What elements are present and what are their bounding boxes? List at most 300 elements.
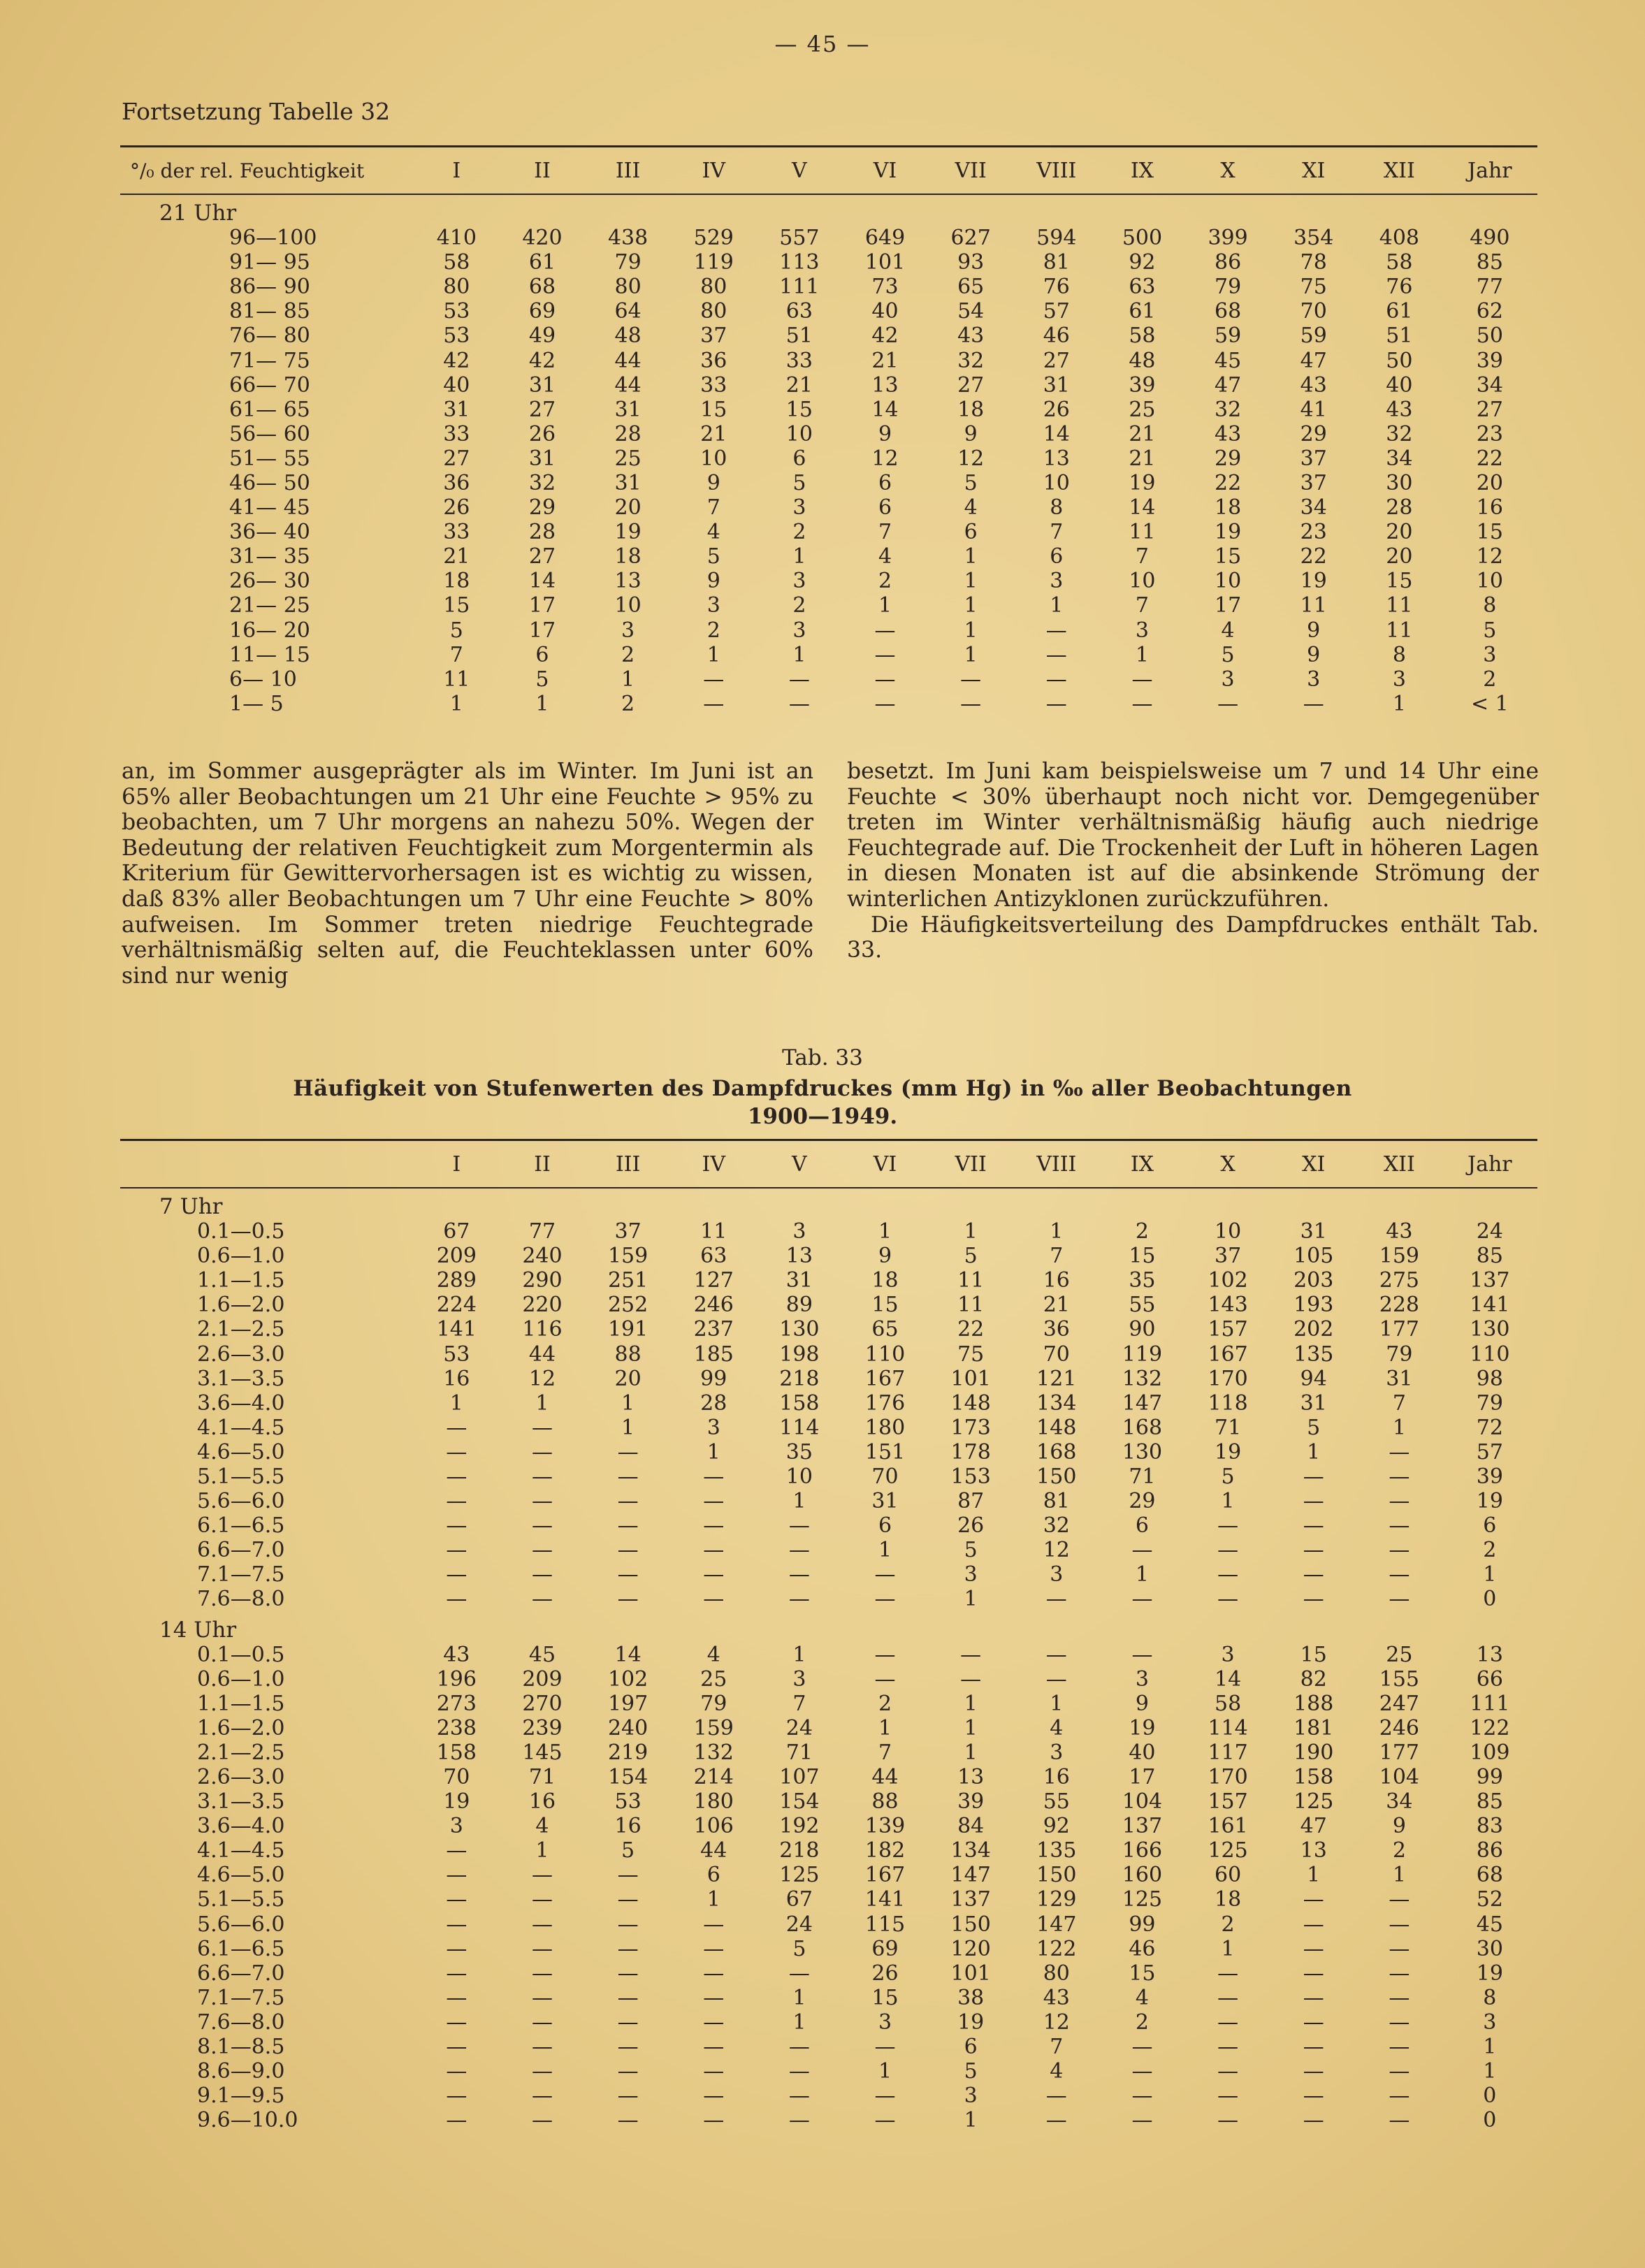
table-cell: —: [1303, 1887, 1324, 1912]
table-cell: 12: [1043, 1538, 1070, 1563]
table-cell: —: [703, 1985, 725, 2010]
table-cell: —: [788, 1562, 810, 1587]
table-cell: 1: [878, 2059, 892, 2084]
table-cell: —: [703, 667, 725, 692]
table-cell: 79: [700, 1691, 727, 1716]
row-label: 0.1—0.5: [197, 1219, 285, 1244]
table-cell: 5: [1483, 618, 1497, 643]
table-cell: —: [1217, 2084, 1239, 2109]
table-cell: 19: [614, 520, 642, 545]
table-cell: 1: [792, 642, 806, 667]
table-cell: 99: [700, 1366, 727, 1391]
table-cell: 104: [1379, 1765, 1419, 1790]
table-cell: 150: [950, 1912, 991, 1937]
column-header: IX: [1099, 147, 1185, 195]
table-cell: 80: [700, 299, 727, 324]
table-cell: —: [703, 691, 725, 716]
table-cell: —: [1303, 691, 1324, 716]
table-cell: 13: [1300, 1838, 1327, 1863]
table-cell: —: [531, 1489, 553, 1514]
table-cell: 80: [614, 275, 642, 300]
row-label: 31— 35: [229, 544, 310, 569]
table-cell: 122: [1470, 1715, 1510, 1740]
table-cell: —: [1131, 1538, 1153, 1563]
table-row: [120, 1716, 1537, 1740]
table-cell: 219: [607, 1740, 648, 1765]
table-cell: 32: [1386, 421, 1413, 446]
table-cell: 6: [1050, 544, 1064, 569]
table-cell: 26: [443, 495, 470, 521]
table-cell: 247: [1379, 1691, 1419, 1716]
table-row: [120, 1317, 1537, 1342]
table-cell: 49: [528, 324, 556, 349]
row-label: 1.6—2.0: [197, 1293, 285, 1318]
table-cell: 63: [1129, 275, 1156, 300]
table-cell: 34: [1476, 372, 1503, 398]
row-label: 8.1—8.5: [197, 2035, 285, 2060]
table-cell: 1: [1135, 642, 1149, 667]
table-cell: —: [1389, 2059, 1410, 2084]
row-label: 4.1—4.5: [197, 1838, 285, 1863]
table-cell: 132: [693, 1740, 734, 1765]
table-cell: 147: [950, 1863, 991, 1888]
table-cell: 35: [785, 1439, 813, 1464]
table-cell: 22: [1214, 470, 1242, 495]
table-cell: 134: [1036, 1390, 1077, 1416]
table-row: [120, 226, 1537, 250]
table-cell: 42: [443, 348, 470, 373]
table-cell: —: [1389, 1936, 1410, 1961]
table-cell: 87: [957, 1489, 985, 1514]
column-header: I: [414, 147, 500, 195]
table-cell: —: [617, 2035, 639, 2060]
table-cell: 490: [1470, 226, 1510, 251]
row-label: 6.1—6.5: [197, 1513, 285, 1539]
table-row: [120, 1367, 1537, 1391]
table-cell: 21: [1129, 421, 1156, 446]
table-row: [120, 1244, 1537, 1268]
table-cell: 160: [1122, 1863, 1163, 1888]
table-cell: 53: [443, 299, 470, 324]
table-cell: —: [1217, 2108, 1239, 2133]
table-cell: 145: [522, 1740, 563, 1765]
table-cell: 110: [864, 1342, 906, 1367]
table-33-title: Häufigkeit von Stufenwerten des Dampfdruckes (mm Hg) in ‰ aller Beobachtungen: [293, 1076, 1352, 1101]
table-cell: 26: [1043, 397, 1070, 422]
table-cell: 80: [443, 275, 470, 300]
table-cell: —: [874, 618, 896, 643]
continuation-title: Fortsetzung Tabelle 32: [122, 98, 391, 125]
table-cell: 9: [706, 470, 720, 495]
table-cell: 1: [706, 1439, 720, 1464]
table-cell: —: [617, 2108, 639, 2133]
table-row: [120, 667, 1537, 692]
table-cell: 0: [1483, 1587, 1497, 1612]
table-cell: 18: [871, 1268, 899, 1293]
table-cell: 104: [1122, 1789, 1163, 1815]
table-cell: —: [1045, 2108, 1067, 2133]
table-cell: 15: [700, 397, 727, 422]
table-cell: 80: [700, 275, 727, 300]
table-cell: 20: [1386, 544, 1413, 569]
table-cell: —: [874, 1666, 896, 1692]
table-cell: —: [617, 1439, 639, 1464]
table-cell: 17: [528, 593, 556, 618]
table-cell: 6: [1483, 1513, 1497, 1539]
table-cell: 55: [1129, 1293, 1156, 1318]
table-cell: 28: [1386, 495, 1413, 521]
table-cell: 3: [1221, 667, 1235, 692]
table-cell: —: [703, 2084, 725, 2109]
table-cell: —: [1303, 1912, 1324, 1937]
table-cell: —: [703, 1513, 725, 1539]
table-cell: 178: [950, 1439, 991, 1464]
table-cell: 12: [528, 1366, 556, 1391]
table-cell: 25: [700, 1666, 727, 1692]
table-cell: 1: [535, 1390, 549, 1416]
row-label: 5.6—6.0: [197, 1912, 285, 1937]
table-cell: 1: [964, 2108, 978, 2133]
table-cell: 35: [1129, 1268, 1156, 1293]
row-label: 56— 60: [229, 421, 310, 446]
table-cell: 198: [779, 1342, 820, 1367]
table-32: [120, 145, 1537, 716]
table-cell: 58: [1214, 1691, 1242, 1716]
table-cell: 118: [1208, 1390, 1248, 1416]
table-cell: 13: [614, 569, 642, 594]
table-cell: 19: [1476, 1961, 1503, 1986]
table-cell: 3: [1307, 667, 1321, 692]
table-cell: 2: [792, 593, 806, 618]
table-cell: 1: [621, 1390, 635, 1416]
table-cell: 33: [443, 421, 470, 446]
table-cell: —: [703, 1912, 725, 1937]
table-cell: 31: [1043, 372, 1070, 398]
table-cell: 50: [1386, 348, 1413, 373]
column-header: V: [757, 147, 843, 195]
table-cell: 135: [1293, 1342, 1334, 1367]
row-label: 86— 90: [229, 275, 310, 300]
table-cell: —: [1045, 667, 1067, 692]
table-cell: 8: [1483, 1985, 1497, 2010]
table-cell: 30: [1476, 1936, 1503, 1961]
table-cell: 88: [871, 1789, 899, 1815]
table-cell: 43: [443, 1642, 470, 1667]
row-label: 91— 95: [229, 250, 310, 275]
table-cell: —: [1389, 2108, 1410, 2133]
column-header: VII: [928, 147, 1014, 195]
table-cell: —: [703, 2059, 725, 2084]
table-cell: 16: [1043, 1268, 1070, 1293]
table-cell: 48: [614, 324, 642, 349]
column-header: Jahr: [1442, 147, 1537, 195]
table-cell: 4: [878, 544, 892, 569]
table-cell: 1: [1307, 1863, 1321, 1888]
table-cell: 1: [878, 593, 892, 618]
table-cell: 78: [1300, 250, 1327, 275]
table-cell: 18: [443, 569, 470, 594]
table-cell: 40: [443, 372, 470, 398]
table-cell: 5: [964, 1244, 978, 1269]
table-cell: —: [446, 1513, 468, 1539]
table-cell: —: [446, 1887, 468, 1912]
table-cell: 13: [871, 372, 899, 398]
table-cell: 12: [1476, 544, 1503, 569]
table-cell: 1: [706, 1887, 720, 1912]
table-cell: 75: [957, 1342, 985, 1367]
table-cell: 89: [785, 1293, 813, 1318]
table-cell: —: [1303, 1464, 1324, 1489]
table-cell: 63: [700, 1244, 727, 1269]
table-cell: 9: [1307, 618, 1321, 643]
table-cell: 290: [522, 1268, 563, 1293]
table-cell: 246: [1379, 1715, 1419, 1740]
table-cell: 21: [443, 544, 470, 569]
table-row: [120, 1912, 1537, 1937]
table-cell: —: [446, 2108, 468, 2133]
table-cell: 3: [1483, 642, 1497, 667]
table-cell: 47: [1214, 372, 1242, 398]
table-cell: 141: [864, 1887, 906, 1912]
table-row: [120, 569, 1537, 593]
table-cell: 7: [1392, 1390, 1406, 1416]
table-cell: —: [531, 2059, 553, 2084]
row-label: 6— 10: [229, 667, 297, 692]
table-cell: 147: [1122, 1390, 1163, 1416]
table-cell: 218: [779, 1838, 820, 1863]
table-cell: 66: [1476, 1666, 1503, 1692]
table-cell: 25: [1129, 397, 1156, 422]
row-label: 66— 70: [229, 372, 310, 398]
table-cell: 158: [1293, 1765, 1334, 1790]
row-label: 61— 65: [229, 397, 310, 422]
table-cell: 29: [1129, 1489, 1156, 1514]
row-header: °/₀ der rel. Feuchtigkeit: [120, 147, 414, 195]
table-cell: 64: [614, 299, 642, 324]
table-cell: 120: [950, 1936, 991, 1961]
row-label: 76— 80: [229, 324, 310, 349]
table-cell: 2: [1135, 1219, 1149, 1244]
column-header: I: [414, 1140, 500, 1188]
table-cell: —: [617, 1513, 639, 1539]
table-cell: 3: [878, 2009, 892, 2035]
table-cell: 94: [1300, 1366, 1327, 1391]
table-cell: 33: [785, 348, 813, 373]
table-cell: —: [874, 1587, 896, 1612]
table-cell: 20: [614, 495, 642, 521]
table-cell: 105: [1293, 1244, 1334, 1269]
table-cell: 42: [528, 348, 556, 373]
column-header: IX: [1099, 1140, 1185, 1188]
table-cell: 13: [785, 1244, 813, 1269]
table-cell: —: [1303, 1985, 1324, 2010]
table-row: [120, 1765, 1537, 1789]
table-cell: 9: [878, 1244, 892, 1269]
table-cell: 2: [1483, 667, 1497, 692]
table-cell: 51: [1386, 324, 1413, 349]
table-cell: 18: [957, 397, 985, 422]
table-cell: —: [446, 2009, 468, 2035]
table-cell: 27: [1476, 397, 1503, 422]
table-cell: 39: [1476, 348, 1503, 373]
table-cell: 4: [1050, 2059, 1064, 2084]
table-cell: 6: [964, 2035, 978, 2060]
row-label: 7.1—7.5: [197, 1985, 285, 2010]
table-cell: 275: [1379, 1268, 1419, 1293]
table-cell: 2: [1483, 1538, 1497, 1563]
table-cell: 203: [1293, 1268, 1334, 1293]
table-cell: —: [1217, 1562, 1239, 1587]
table-row: [120, 1391, 1537, 1416]
table-cell: 159: [693, 1715, 734, 1740]
table-cell: 36: [443, 470, 470, 495]
table-cell: 168: [1122, 1415, 1163, 1440]
table-cell: 1: [1483, 2035, 1497, 2060]
table-cell: 37: [1300, 446, 1327, 471]
column-header: X: [1185, 1140, 1271, 1188]
table-cell: —: [531, 1538, 553, 1563]
table-cell: 137: [1470, 1268, 1510, 1293]
table-cell: 116: [522, 1317, 563, 1342]
row-label: 4.6—5.0: [197, 1439, 285, 1464]
table-cell: 21: [700, 421, 727, 446]
table-row: [120, 520, 1537, 544]
row-header-empty: [120, 1140, 414, 1188]
table-row: [120, 471, 1537, 495]
table-cell: 1: [449, 691, 463, 716]
table-cell: 4: [706, 520, 720, 545]
table-row: [120, 1740, 1537, 1765]
table-cell: 82: [1300, 1666, 1327, 1692]
table-cell: —: [531, 1513, 553, 1539]
table-cell: 150: [1036, 1863, 1077, 1888]
table-cell: —: [1389, 1464, 1410, 1489]
table-cell: 7: [706, 495, 720, 521]
table-cell: 4: [1135, 1985, 1149, 2010]
table-cell: —: [1217, 1538, 1239, 1563]
table-cell: —: [1045, 2084, 1067, 2109]
row-label: 71— 75: [229, 348, 310, 373]
table-cell: 8: [1050, 495, 1064, 521]
row-label: 5.6—6.0: [197, 1489, 285, 1514]
row-label: 51— 55: [229, 446, 310, 471]
table-cell: 1: [964, 642, 978, 667]
table-cell: —: [1131, 667, 1153, 692]
table-cell: 62: [1476, 299, 1503, 324]
table-cell: 192: [779, 1814, 820, 1839]
row-label: 6.6—7.0: [197, 1961, 285, 1986]
table-cell: 101: [950, 1366, 991, 1391]
table-cell: 110: [1470, 1342, 1510, 1367]
table-cell: 34: [1300, 495, 1327, 521]
table-cell: 1: [706, 642, 720, 667]
table-cell: 22: [1300, 544, 1327, 569]
table-cell: 39: [1129, 372, 1156, 398]
table-cell: 63: [785, 299, 813, 324]
table-cell: 68: [1476, 1863, 1503, 1888]
table-row: [120, 643, 1537, 667]
table-cell: —: [1131, 691, 1153, 716]
table-cell: 6: [1135, 1513, 1149, 1539]
row-label: 36— 40: [229, 520, 310, 545]
table-cell: —: [446, 1587, 468, 1612]
table-cell: —: [788, 2059, 810, 2084]
row-label: 81— 85: [229, 299, 310, 324]
table-cell: 1: [621, 667, 635, 692]
table-cell: 3: [621, 618, 635, 643]
table-cell: 14: [614, 1642, 642, 1667]
table-cell: 10: [785, 1464, 813, 1489]
table-cell: 10: [614, 593, 642, 618]
table-cell: 15: [1129, 1244, 1156, 1269]
table-cell: 6: [878, 495, 892, 521]
table-cell: 143: [1208, 1293, 1248, 1318]
table-cell: 14: [871, 397, 899, 422]
body-text: [122, 759, 1539, 989]
table-cell: 9: [1135, 1691, 1149, 1716]
table-cell: 11: [1386, 618, 1413, 643]
table-cell: 289: [436, 1268, 477, 1293]
table-cell: —: [531, 1936, 553, 1961]
table-cell: 5: [1307, 1415, 1321, 1440]
table-cell: —: [446, 2035, 468, 2060]
table-cell: 148: [1036, 1415, 1077, 1440]
table-cell: —: [1303, 2084, 1324, 2109]
table-cell: —: [1303, 2108, 1324, 2133]
table-cell: 113: [779, 250, 820, 275]
table-cell: 159: [1379, 1244, 1419, 1269]
table-cell: —: [703, 1538, 725, 1563]
table-cell: 2: [706, 618, 720, 643]
table-cell: 18: [614, 544, 642, 569]
table-cell: 3: [1050, 1562, 1064, 1587]
table-cell: 10: [1129, 569, 1156, 594]
table-cell: 151: [864, 1439, 906, 1464]
table-cell: 40: [1386, 372, 1413, 398]
table-cell: 81: [1043, 1489, 1070, 1514]
table-row: [120, 446, 1537, 471]
table-cell: —: [617, 2059, 639, 2084]
table-cell: 77: [1476, 275, 1503, 300]
table-cell: 65: [871, 1317, 899, 1342]
table-cell: 76: [1386, 275, 1413, 300]
table-cell: 55: [1043, 1789, 1070, 1815]
table-cell: —: [1389, 1587, 1410, 1612]
table-cell: 167: [864, 1863, 906, 1888]
table-cell: 132: [1122, 1366, 1163, 1391]
table-cell: 59: [1300, 324, 1327, 349]
table-cell: —: [617, 1961, 639, 1986]
table-cell: 71: [1129, 1464, 1156, 1489]
table-cell: 31: [1300, 1219, 1327, 1244]
table-row: [120, 1562, 1537, 1587]
table-cell: 20: [1476, 470, 1503, 495]
table-cell: 53: [443, 324, 470, 349]
table-cell: 9: [1392, 1814, 1406, 1839]
table-cell: —: [531, 1587, 553, 1612]
table-cell: 594: [1036, 226, 1077, 251]
table-cell: 36: [700, 348, 727, 373]
table-cell: —: [874, 2108, 896, 2133]
table-cell: 81: [1043, 250, 1070, 275]
table-cell: 155: [1379, 1666, 1419, 1692]
table-cell: 181: [1293, 1715, 1334, 1740]
table-cell: 106: [693, 1814, 734, 1839]
table-cell: —: [703, 1961, 725, 1986]
table-cell: 196: [436, 1666, 477, 1692]
table-cell: 7: [1050, 2035, 1064, 2060]
table-row: [120, 1268, 1537, 1293]
